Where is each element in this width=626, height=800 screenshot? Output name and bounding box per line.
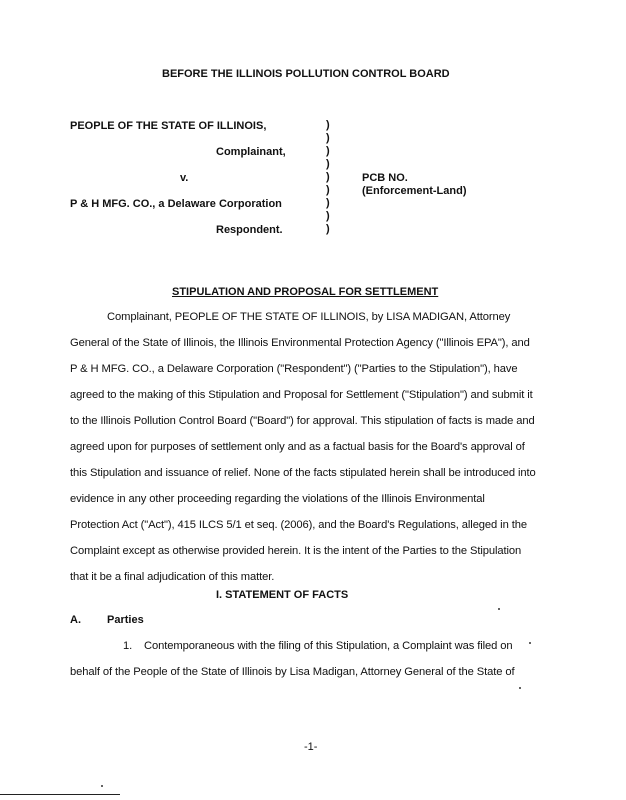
paren: ) xyxy=(326,132,330,144)
board-heading: BEFORE THE ILLINOIS POLLUTION CONTROL BOARD xyxy=(162,68,450,80)
footnote-rule xyxy=(0,794,120,795)
paren: ) xyxy=(326,184,330,196)
caption-paren-column xyxy=(326,119,330,236)
plaintiff-name: PEOPLE OF THE STATE OF ILLINOIS, xyxy=(70,120,267,132)
text-line: that it be a final adjudication of this matter. xyxy=(70,571,275,583)
text-line: this Stipulation and issuance of relief. None of the facts stipulated herein shall be introduced into xyxy=(70,467,536,479)
paren: ) xyxy=(326,210,330,222)
text-line: Contemporaneous with the filing of this Stipulation, a Complaint was filed on xyxy=(144,640,513,652)
text-line: General of the State of Illinois, the Illinois Environmental Protection Agency ("Illinois EPA"), and xyxy=(70,337,530,349)
paren: ) xyxy=(326,145,330,157)
text-line: P & H MFG. CO., a Delaware Corporation ("Respondent") ("Parties to the Stipulation"), have xyxy=(70,363,518,375)
subsection-title: Parties xyxy=(107,614,144,626)
text-line: evidence in any other proceeding regarding the violations of the Illinois Environmental xyxy=(70,493,485,505)
scan-speck xyxy=(498,608,500,610)
paren: ) xyxy=(326,223,330,235)
paren: ) xyxy=(326,197,330,209)
text-line: behalf of the People of the State of Illinois by Lisa Madigan, Attorney General of the State of xyxy=(70,666,515,678)
text-line: Complaint except as otherwise provided herein. It is the intent of the Parties to the Stipulation xyxy=(70,545,522,557)
document-title: STIPULATION AND PROPOSAL FOR SETTLEMENT xyxy=(172,286,439,298)
text-line: agreed upon for purposes of settlement only and as a factual basis for the Board's approval of xyxy=(70,441,525,453)
scan-speck xyxy=(519,687,521,689)
plaintiff-role: Complainant, xyxy=(216,146,286,158)
case-number: PCB NO. xyxy=(362,172,408,184)
text-line: agreed to the making of this Stipulation and Proposal for Settlement ("Stipulation") and submit it xyxy=(70,389,533,401)
defendant-role: Respondent. xyxy=(216,224,283,236)
case-type: (Enforcement-Land) xyxy=(362,185,467,197)
text-line: Complainant, PEOPLE OF THE STATE OF ILLINOIS, by LISA MADIGAN, Attorney xyxy=(107,311,511,323)
defendant-name: P & H MFG. CO., a Delaware Corporation xyxy=(70,198,282,210)
section-heading: I. STATEMENT OF FACTS xyxy=(216,589,349,601)
text-line: Protection Act ("Act"), 415 ILCS 5/1 et seq. (2006), and the Board's Regulations, alleged in the xyxy=(70,519,527,531)
subsection-letter: A. xyxy=(70,614,81,626)
versus-label: v. xyxy=(180,172,189,184)
scan-speck xyxy=(529,642,531,644)
paragraph-number: 1. xyxy=(123,640,133,652)
paren: ) xyxy=(326,158,330,170)
paren: ) xyxy=(326,171,330,183)
text-line: to the Illinois Pollution Control Board ("Board") for approval. This stipulation of facts is made and xyxy=(70,415,535,427)
scan-speck xyxy=(101,785,103,787)
page-number: -1- xyxy=(304,741,318,753)
paren: ) xyxy=(326,119,330,131)
